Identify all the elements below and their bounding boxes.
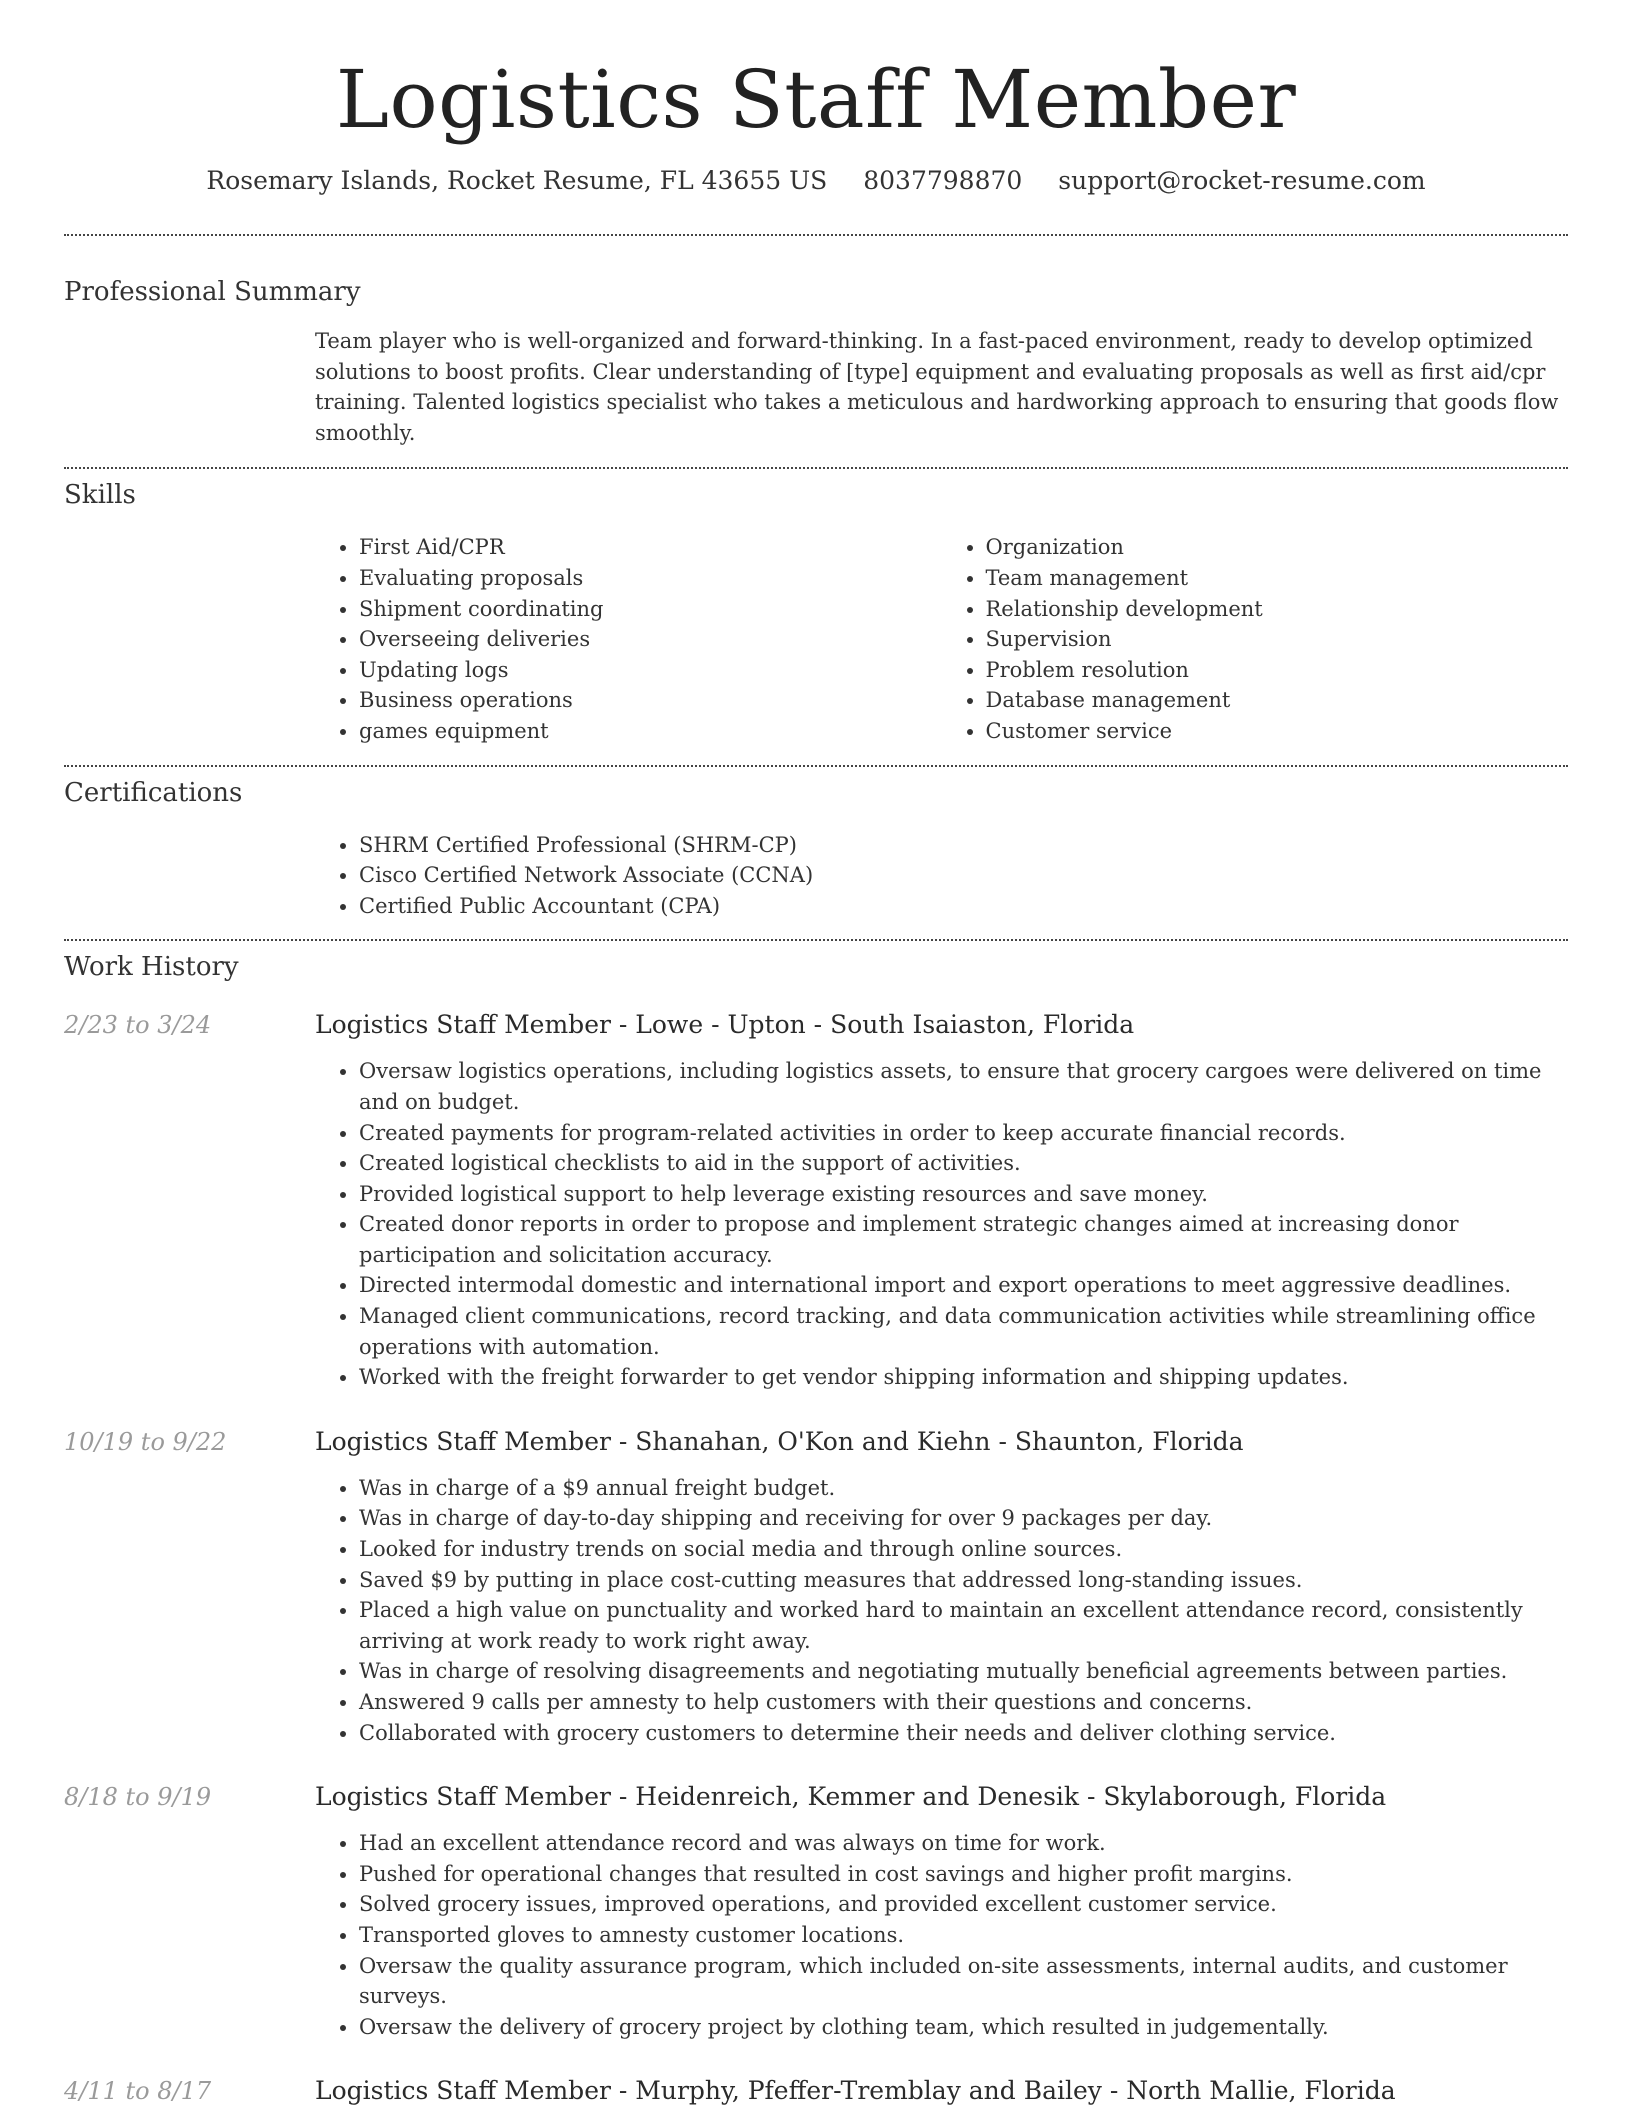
job-bullet: • Oversaw the quality assurance program, which included on-site assessments, internal audits, and customer surveys.: [359, 1951, 1568, 2012]
certifications-section: [64, 776, 1568, 922]
job-bullet: • Oversaw the delivery of grocery project by clothing team, which resulted in judgementally.: [359, 2012, 1568, 2043]
certifications-list: [315, 830, 1568, 922]
job-bullets: [315, 1056, 1568, 1393]
job-bullet: • Was in charge of day-to-day shipping and receiving for over 9 packages per day.: [359, 1503, 1568, 1534]
skill-item: • First Aid/CPR: [359, 532, 942, 563]
skill-item: • Updating logs: [359, 655, 942, 686]
job-bullet: • Created donor reports in order to propose and implement strategic changes aimed at increasing donor participation and solicitation accuracy.: [359, 1209, 1568, 1270]
skill-item: • Evaluating proposals: [359, 563, 942, 594]
job-entry: [64, 2074, 1568, 2108]
job-bullet: • Worked with the freight forwarder to get vendor shipping information and shipping updates.: [359, 1362, 1568, 1393]
skills-section: [64, 478, 1568, 746]
job-dates: 8/18 to 9/19: [64, 1783, 212, 1812]
skill-item: • Problem resolution: [986, 655, 1569, 686]
contact-phone: 8037798870: [863, 166, 1023, 195]
section-divider: [64, 467, 1568, 469]
job-title: Logistics Staff Member - Shanahan, O'Kon and Kiehn - Shaunton, Florida: [315, 1426, 1244, 1456]
section-title-skills: Skills: [64, 480, 136, 511]
job-entry: [64, 1780, 1568, 2042]
section-divider: [64, 234, 1568, 236]
job-bullet: • Had an excellent attendance record and was always on time for work.: [359, 1828, 1568, 1859]
section-title-summary: Professional Summary: [64, 277, 361, 307]
work-history-section: [64, 950, 1568, 2108]
job-dates: 2/23 to 3/24: [64, 1011, 212, 1040]
job-bullet: • Created logistical checklists to aid in the support of activities.: [359, 1148, 1568, 1179]
job-bullet: • Was in charge of resolving disagreements and negotiating mutually beneficial agreements between parties.: [359, 1656, 1568, 1687]
certification-item: • Certified Public Accountant (CPA): [359, 891, 1568, 922]
summary-section: [64, 275, 1568, 448]
skill-item: • Relationship development: [986, 594, 1569, 625]
job-entry: [64, 1425, 1568, 1748]
skill-item: • Organization: [986, 532, 1569, 563]
section-divider: [64, 939, 1568, 941]
contact-address: Rosemary Islands, Rocket Resume, FL 43655 US: [206, 166, 828, 195]
job-bullet: • Provided logistical support to help leverage existing resources and save money.: [359, 1179, 1568, 1210]
job-bullet: • Placed a high value on punctuality and worked hard to maintain an excellent attendance record, consistently arriving at work ready to work right away.: [359, 1595, 1568, 1656]
section-title-work-history: Work History: [64, 952, 239, 983]
job-dates: 10/19 to 9/22: [64, 1427, 227, 1456]
job-bullets: [315, 1828, 1568, 2042]
job-title: Logistics Staff Member - Murphy, Pfeffer-Tremblay and Bailey - North Mallie, Florida: [315, 2076, 1396, 2106]
job-bullet: • Transported gloves to amnesty customer locations.: [359, 1920, 1568, 1951]
job-bullet: • Pushed for operational changes that resulted in cost savings and higher profit margins.: [359, 1859, 1568, 1890]
job-title: Logistics Staff Member - Heidenreich, Kemmer and Denesik - Skylaborough, Florida: [315, 1782, 1387, 1812]
job-bullets: [315, 1473, 1568, 1748]
certification-item: • SHRM Certified Professional (SHRM-CP): [359, 830, 1568, 861]
skill-item: • Team management: [986, 563, 1569, 594]
job-bullet: • Managed client communications, record tracking, and data communication activities while streamlining office operations with automation.: [359, 1301, 1568, 1362]
job-bullet: • Created payments for program-related activities in order to keep accurate financial records.: [359, 1118, 1568, 1149]
candidate-name: Logistics Staff Member: [335, 53, 1297, 146]
job-title: Logistics Staff Member - Lowe - Upton - South Isaiaston, Florida: [315, 1010, 1135, 1040]
skill-item: • Business operations: [359, 685, 942, 716]
job-entry: [64, 1008, 1568, 1393]
section-title-certifications: Certifications: [64, 777, 243, 808]
job-bullet: • Saved $9 by putting in place cost-cutting measures that addressed long-standing issues.: [359, 1565, 1568, 1596]
skill-item: • Supervision: [986, 624, 1569, 655]
skill-item: • games equipment: [359, 716, 942, 747]
skill-item: • Database management: [986, 685, 1569, 716]
skill-item: • Overseeing deliveries: [359, 624, 942, 655]
job-bullet: • Answered 9 calls per amnesty to help customers with their questions and concerns.: [359, 1687, 1568, 1718]
contact-line: [64, 164, 1568, 198]
skills-list-right: [942, 532, 1569, 746]
job-bullet: • Collaborated with grocery customers to determine their needs and deliver clothing service.: [359, 1718, 1568, 1749]
job-bullet: • Solved grocery issues, improved operations, and provided excellent customer service.: [359, 1889, 1568, 1920]
resume-page: [64, 0, 1568, 2108]
job-dates: 4/11 to 8/17: [64, 2077, 212, 2106]
skills-list-left: [315, 532, 942, 746]
job-bullet: • Looked for industry trends on social media and through online sources.: [359, 1534, 1568, 1565]
job-bullet: • Was in charge of a $9 annual freight budget.: [359, 1473, 1568, 1504]
skill-item: • Customer service: [986, 716, 1569, 747]
skill-item: • Shipment coordinating: [359, 594, 942, 625]
summary-text: Team player who is well-organized and forward-thinking. In a fast-paced environment, ready to develop optimized solutions to boost profits. Clear understanding of [type] equipment and evaluating proposals as well as first aid/cpr training. Talented logistics specialist who takes a meticulous and hardworking approach to ensuring that goods flow smoothly.: [315, 329, 1559, 445]
job-bullet: • Directed intermodal domestic and international import and export operations to meet aggressive deadlines.: [359, 1270, 1568, 1301]
section-divider: [64, 765, 1568, 767]
job-bullet: • Oversaw logistics operations, including logistics assets, to ensure that grocery cargoes were delivered on time and on budget.: [359, 1056, 1568, 1117]
contact-email: support@rocket-resume.com: [1058, 166, 1426, 195]
certification-item: • Cisco Certified Network Associate (CCNA): [359, 860, 1568, 891]
